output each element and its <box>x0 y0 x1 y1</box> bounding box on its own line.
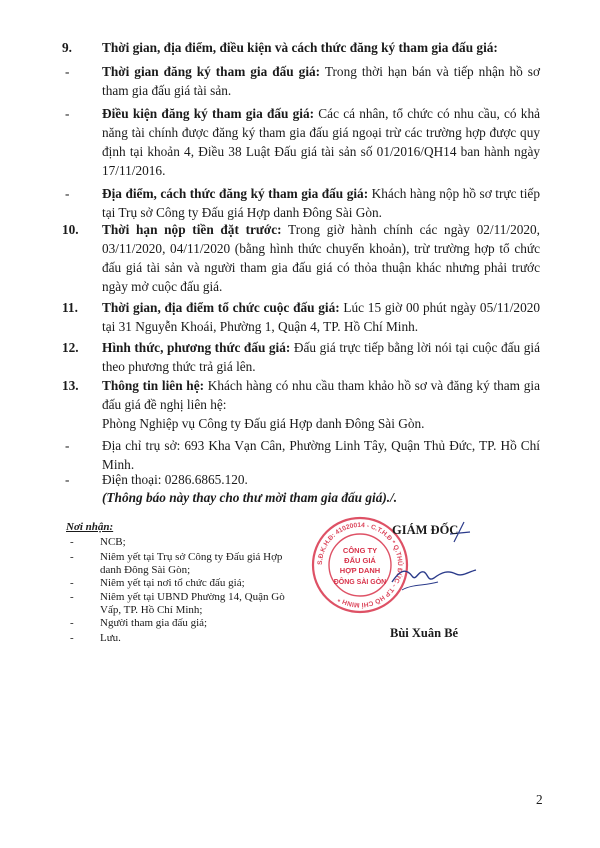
recipient-item <box>70 577 300 590</box>
item-title: Điều kiện đăng ký tham gia đấu giá: <box>102 106 315 121</box>
contact-office-text: Phòng Nghiệp vụ Công ty Đấu giá Hợp danh Đông Sài Gòn. <box>102 416 425 431</box>
section-title: Thời hạn nộp tiền đặt trước: <box>102 222 282 237</box>
section-number: 13. <box>62 378 79 393</box>
signer-name: Bùi Xuân Bé <box>390 626 459 640</box>
item-text: Khách hàng nộp hồ sơ trực tiếp tại Trụ sở Công ty Đấu giá Hợp danh Đông Sài Gòn. <box>102 186 540 220</box>
stamp-line-4: ĐÔNG SÀI GÒN <box>333 579 387 586</box>
section-title: Thời gian, địa điểm, điều kiện và cách thức đăng ký tham gia đấu giá: <box>102 40 498 55</box>
contact-address <box>62 436 540 474</box>
dash-marker: - <box>65 186 70 201</box>
recipient-text: Niêm yết tại Trụ sở Công ty Đấu giá Hợp danh Đông Sài Gòn; <box>100 551 283 576</box>
contact-phone <box>62 470 540 489</box>
recipient-text: NCB; <box>100 536 126 548</box>
page-number: 2 <box>536 792 543 807</box>
contact-office <box>62 414 540 433</box>
section-9 <box>62 38 540 57</box>
recipient-item <box>70 632 300 645</box>
dash-marker: - <box>65 438 70 453</box>
section-title: Hình thức, phương thức đấu giá: <box>102 340 291 355</box>
closing-note: (Thông báo này thay cho thư mời tham gia đấu giá)./. <box>102 490 398 505</box>
dash-marker: - <box>70 632 74 644</box>
signer-position: GIÁM ĐỐC <box>392 523 459 537</box>
section-text: Lúc 15 giờ 00 phút ngày 05/11/2020 tại 31 Nguyễn Khoái, Phường 1, Quận 4, TP. Hồ Chí Minh. <box>102 300 541 334</box>
contact-phone-text: Điện thoại: 0286.6865.120. <box>102 472 248 487</box>
dash-marker: - <box>65 106 70 121</box>
item-title: Thời gian đăng ký tham gia đấu giá: <box>102 64 321 79</box>
recipients-title: Nơi nhận: <box>66 521 114 533</box>
dash-marker: - <box>70 551 74 563</box>
item-text: Trong thời hạn bán và tiếp nhận hồ sơ tham gia đấu giá tài sản. <box>102 64 540 98</box>
contact-address-text: Địa chỉ trụ sở: 693 Kha Vạn Cân, Phường Linh Tây, Quận Thủ Đức, TP. Hồ Chí Minh. <box>102 438 540 472</box>
recipient-text: Niêm yết tại nơi tổ chức đấu giá; <box>100 577 245 589</box>
section-9-item-registration-time <box>62 62 540 100</box>
recipient-text: Niêm yết tại UBND Phường 14, Quận Gò Vấp, TP. Hồ Chí Minh; <box>100 591 285 616</box>
section-text: Trong giờ hành chính các ngày 02/11/2020, 03/11/2020, 04/11/2020 (bằng hình thức chuyển khoản), trừ trường hợp tổ chức đấu giá tài sản và người tham gia đấu giá có thỏa thuận khác nhưng phải trước ngày mở cuộc đấu giá. <box>102 222 540 294</box>
recipient-text: Lưu. <box>100 632 121 644</box>
dash-marker: - <box>70 617 74 629</box>
recipient-text: Người tham gia đấu giá; <box>100 617 208 629</box>
recipient-item <box>70 536 300 549</box>
section-number: 12. <box>62 340 79 355</box>
stamp-line-1: CÔNG TY <box>342 546 378 555</box>
stamp-line-2: ĐẤU GIÁ <box>344 556 376 565</box>
stamp-ring-text: S.Đ.K.H.Đ: 41020014 - C.T.H.Đ * Q.THỦ ĐỨC - T.P HỒ CHÍ MINH * <box>316 521 404 609</box>
section-12 <box>62 338 540 376</box>
recipient-item <box>70 591 300 616</box>
dash-marker: - <box>70 577 74 589</box>
section-title: Thời gian, địa điểm tổ chức cuộc đấu giá: <box>102 300 340 315</box>
section-number: 11. <box>62 300 78 315</box>
section-title: Thông tin liên hệ: <box>102 378 205 393</box>
item-text: Các cá nhân, tổ chức có nhu cầu, có khả năng tài chính được đăng ký tham gia đấu giá ngoại trừ các trường hợp được quy định tại khoản 4, Điều 38 Luật Đấu giá tài sản số 01/2016/QH14 ban hành ngày 17/11/2016. <box>102 106 540 178</box>
section-9-item-conditions <box>62 104 540 180</box>
section-10 <box>62 220 540 296</box>
section-13 <box>62 376 540 414</box>
stamp-line-3: HỢP DANH <box>339 566 381 575</box>
dash-marker: - <box>65 64 70 79</box>
dash-marker: - <box>70 591 74 603</box>
section-11 <box>62 298 540 336</box>
dash-marker: - <box>70 536 74 548</box>
section-text: Đấu giá trực tiếp bằng lời nói tại cuộc đấu giá theo phương thức trả giá lên. <box>102 340 540 374</box>
section-number: 10. <box>62 222 79 237</box>
item-title: Địa điểm, cách thức đăng ký tham gia đấu giá: <box>102 186 369 201</box>
dash-marker: - <box>65 472 70 487</box>
recipient-item <box>70 617 300 630</box>
section-9-item-location <box>62 184 540 222</box>
section-number: 9. <box>62 40 72 55</box>
recipient-item <box>70 551 300 576</box>
section-text: Khách hàng có nhu cầu tham khảo hồ sơ và đăng ký tham gia đấu giá đề nghị liên hệ: <box>102 378 540 412</box>
